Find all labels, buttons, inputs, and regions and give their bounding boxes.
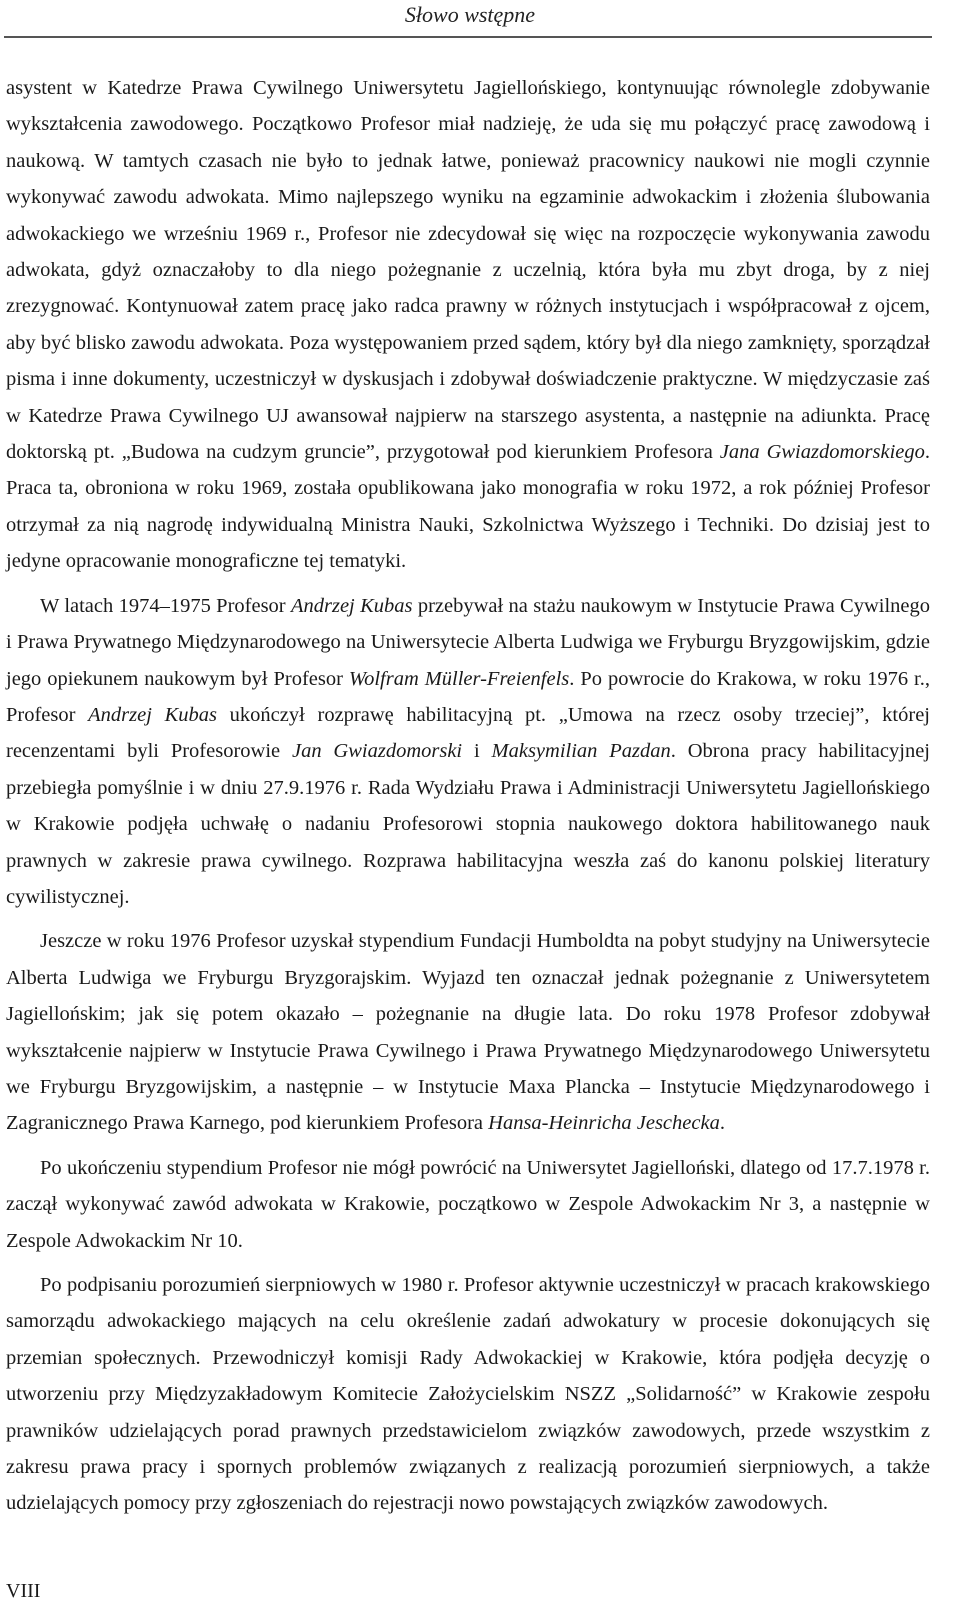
body-text (6, 70, 930, 1522)
italic-name: Hansa-Heinricha Jeschecka (488, 1112, 720, 1135)
italic-name: Jan Gwiazdomorski (291, 740, 463, 763)
text-run: . Praca ta, obroniona w roku 1969, została opublikowana jako monografia w roku 1972, a rok później Profesor otrzymał za nią nagrodę indywidualną Ministra Nauki, Szkolnictwa Wyższego i Techniki. Do dzisiaj jest to jedyne opracowanie monograficzne tej tematyki. (6, 441, 930, 573)
text-run: . Obrona pracy habilitacyjnej przebiegła pomyślnie i w dniu 27.9.1976 r. Rada Wydziału Prawa i Administracji Uniwersytetu Jagiellońskiego w Krakowie podjęła uchwałę o nadaniu Profesorowi stopnia naukowego doktora habilitowanego nauk prawnych w zakresie prawa cywilnego. Rozprawa habilitacyjna weszła zaś do kanonu polskiej literatury cywilistycznej. (6, 740, 930, 908)
paragraph-1 (6, 70, 930, 580)
text-run: Jeszcze w roku 1976 Profesor uzyskał stypendium Fundacji Humboldta na pobyt studyjny na Uniwersytecie Alberta Ludwiga we Fryburgu Bryzgorajskim. Wyjazd ten oznaczał jednak pożegnanie z Uniwersytetem Jagiellońskim; jak się potem okazało – pożegnanie na długie lata. Do roku 1978 Profesor zdobywał wykształcenie najpierw w Instytucie Prawa Cywilnego i Prawa Prywatnego Międzynarodowego Uniwersytetu we Fryburgu Bryzgowijskim, a następnie – w Instytucie Maxa Plancka – Instytucie Międzynarodowego i Zagranicznego Prawa Karnego, pod kierunkiem Profesora (6, 930, 930, 1135)
text-run: Po ukończeniu stypendium Profesor nie mógł powrócić na Uniwersytet Jagielloński, dlatego od 17.7.1978 r. zaczął wykonywać zawód adwokata w Krakowie, początkowo w Zespole Adwokackim Nr 3, a następnie w Zespole Adwokackim Nr 10. (6, 1156, 930, 1252)
italic-name: Andrzej Kubas (88, 703, 217, 726)
italic-name: Maksymilian Pazdan (491, 740, 671, 763)
header-rule (4, 36, 932, 38)
italic-name: Wolfram Müller-Freienfels (348, 667, 570, 690)
text-run: i (462, 740, 492, 763)
text-run: . Po powrocie do Krakowa, w roku 1976 r., Profesor (6, 667, 931, 726)
running-header: Słowo wstępne (404, 2, 536, 27)
text-run: przebywał na stażu naukowym w Instytucie Prawa Cywilnego i Prawa Prywatnego Międzynarodowego na Uniwersytecie Alberta Ludwiga we Fryburgu Bryzgowijskim, gdzie jego opiekunem naukowym był Profesor (6, 594, 930, 690)
paragraph-5 (6, 1267, 930, 1522)
text-run: W latach 1974–1975 Profesor (40, 594, 291, 617)
text-run: . (719, 1112, 725, 1135)
italic-name: Jana Gwiazdomorskiego (719, 441, 925, 464)
italic-name: Andrzej Kubas (290, 594, 413, 617)
paragraph-4 (6, 1150, 930, 1259)
paragraph-3 (6, 923, 930, 1141)
text-run: asystent w Katedrze Prawa Cywilnego Uniwersytetu Jagiellońskiego, kontynuując równolegle zdobywanie wykształcenia zawodowego. Początkowo Profesor miał nadzieję, że uda się mu połączyć pracę zawodową i naukową. W tamtych czasach nie było to jednak łatwe, ponieważ pracownicy naukowi nie mogli czynnie wykonywać zawodu adwokata. Mimo najlepszego wyniku na egzaminie adwokackim i złożenia ślubowania adwokackiego we wrześniu 1969 r., Profesor nie zdecydował się więc na rozpoczęcie wykonywania zawodu adwokata, gdyż oznaczałoby to dla niego pożegnanie z uczelnią, która była mu zbyt droga, by z niej zrezygnować. Kontynuował zatem pracę jako radca prawny w różnych instytucjach i współpracował z ojcem, aby być blisko zawodu adwokata. Poza występowaniem przed sądem, który był dla niego zamknięty, sporządzał pisma i inne dokumenty, uczestniczył w dyskusjach i zdobywał doświadczenie praktyczne. W międzyczasie zaś w Katedrze Prawa Cywilnego UJ awansował najpierw na starszego asystenta, a następnie na adiunkta. Pracę doktorską pt. „Budowa na cudzym gruncie”, przygotował pod kierunkiem Profesora (6, 77, 930, 464)
text-run: Po podpisaniu porozumień sierpniowych w 1980 r. Profesor aktywnie uczestniczył w pracach krakowskiego samorządu adwokackiego mających na celu określenie zadań adwokatury w procesie dokonujących się przemian społecznych. Przewodniczył komisji Rady Adwokackiej w Krakowie, która podjęła decyzję o utworzeniu przy Międzyzakładowym Komitecie Założycielskim NSZZ „Solidarność” w Krakowie zespołu prawników udzielających porad prawnych przedstawicielom związków zawodowych, przede wszystkim z zakresu prawa pracy i spornych problemów związanych z realizacją porozumień sierpniowych, a także udzielających pomocy przy zgłoszeniach do rejestracji nowo powstających związków zawodowych. (6, 1274, 930, 1515)
page-number: VIII (6, 1580, 41, 1602)
text-run: ukończył rozprawę habilitacyjną pt. „Umowa na rzecz osoby trzeciej”, której recenzentami byli Profesorowie (6, 703, 930, 763)
paragraph-2 (6, 588, 930, 916)
